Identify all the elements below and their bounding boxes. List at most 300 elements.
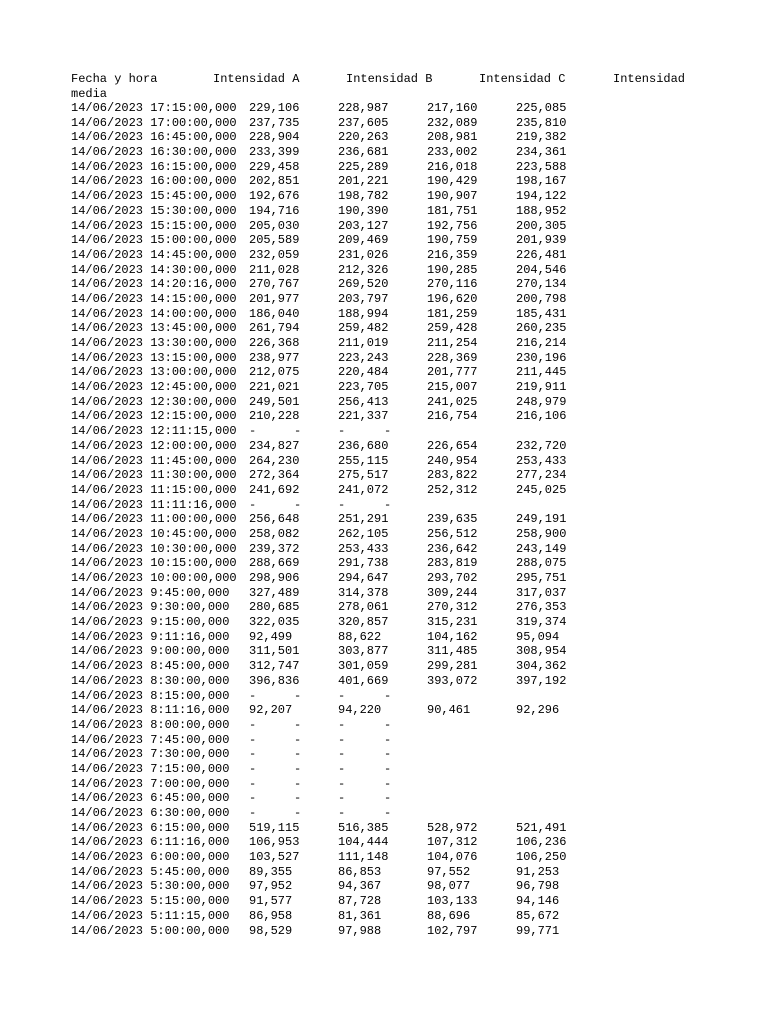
intensidad-media-cell: 245,025 [516,482,567,497]
intensidad-a-cell: - [249,497,257,512]
timestamp-cell: 14/06/2023 6:00:00,000 [71,850,230,865]
intensidad-b-cell: 86,853 [338,864,382,879]
intensidad-c-cell: 315,231 [427,615,478,630]
intensidad-a-cell: 194,716 [249,203,300,218]
intensidad-b-cell-2: - [384,806,392,820]
intensidad-media-cell: 248,979 [516,394,567,409]
intensidad-a-cell: 272,364 [249,468,300,483]
table-row [71,219,761,234]
intensidad-c-cell: 102,797 [427,923,478,938]
intensidad-a-cell: 261,794 [249,321,300,336]
intensidad-b-cell: 111,148 [338,850,389,865]
intensidad-c-cell: 190,907 [427,189,478,204]
timestamp-cell: 14/06/2023 13:15:00,000 [71,350,237,365]
intensidad-b-cell: 104,444 [338,835,389,850]
timestamp-cell: 14/06/2023 10:15:00,000 [71,556,237,571]
intensidad-media-cell: 95,094 [516,629,560,644]
intensidad-b-cell: 190,390 [338,203,389,218]
intensidad-b-cell: 198,782 [338,189,389,204]
intensidad-c-cell: 201,777 [427,365,478,380]
intensidad-c-cell: 211,254 [427,336,478,350]
table-row [71,879,761,894]
intensidad-c-cell: 226,654 [427,438,478,453]
intensidad-b-cell: 516,385 [338,820,389,835]
intensidad-b-cell-2: - [384,791,392,806]
intensidad-media-cell: 397,192 [516,673,567,688]
table-row [71,644,761,659]
intensidad-b-cell: 269,520 [338,277,389,292]
header-fecha-y-hora: Fecha y hora [71,72,158,86]
timestamp-cell: 14/06/2023 13:00:00,000 [71,365,237,380]
timestamp-cell: 14/06/2023 7:00:00,000 [71,776,230,791]
intensidad-c-cell: 232,089 [427,115,478,130]
intensidad-media-cell: 99,771 [516,923,560,938]
intensidad-b-cell: 237,605 [338,115,389,130]
intensidad-media-cell: 200,798 [516,291,567,306]
table-row [71,116,761,131]
timestamp-cell: 14/06/2023 12:11:15,000 [71,424,237,439]
intensidad-b-cell-2: - [384,497,392,512]
intensidad-c-cell: 97,552 [427,864,471,879]
intensidad-b-cell: 203,127 [338,218,389,233]
intensidad-media-cell: 204,546 [516,262,567,277]
table-row [71,850,761,865]
intensidad-a-cell: 288,669 [249,556,300,571]
intensidad-c-cell: 192,756 [427,218,478,233]
intensidad-media-cell: 319,374 [516,615,567,630]
intensidad-c-cell: 239,635 [427,512,478,527]
intensidad-media-cell: 94,146 [516,894,560,909]
intensidad-a-cell: 280,685 [249,600,300,615]
intensidad-a-cell: 229,458 [249,159,300,174]
table-row [71,762,761,777]
intensidad-a-cell: 186,040 [249,306,300,321]
intensidad-b-cell: 291,738 [338,556,389,571]
timestamp-cell: 14/06/2023 7:45:00,000 [71,732,230,747]
intensidad-c-cell: 181,259 [427,306,478,321]
intensidad-media-cell: 106,250 [516,850,567,865]
intensidad-b-cell: 225,289 [338,159,389,174]
timestamp-cell: 14/06/2023 14:15:00,000 [71,291,237,306]
table-row [71,174,761,189]
intensidad-c-cell: 233,002 [427,145,478,160]
intensidad-a-cell: 228,904 [249,130,300,145]
timestamp-cell: 14/06/2023 15:00:00,000 [71,233,237,248]
timestamp-cell: 14/06/2023 7:30:00,000 [71,747,230,762]
timestamp-cell: 14/06/2023 16:45:00,000 [71,130,237,145]
intensidad-b-cell: 401,669 [338,673,389,688]
table-row [71,409,761,424]
intensidad-c-cell: 270,116 [427,277,478,292]
timestamp-cell: 14/06/2023 12:15:00,000 [71,409,237,424]
intensidad-c-cell: 216,018 [427,159,478,174]
intensidad-media-cell: 277,234 [516,468,567,483]
intensidad-a-cell: 238,977 [249,350,300,365]
intensidad-b-cell: 220,263 [338,130,389,145]
intensidad-b-cell: 94,220 [338,703,382,718]
intensidad-b-cell: 220,484 [338,365,389,380]
intensidad-b-cell-2: - [384,732,392,747]
timestamp-cell: 14/06/2023 8:00:00,000 [71,717,230,732]
timestamp-cell: 14/06/2023 9:45:00,000 [71,585,230,600]
timestamp-cell: 14/06/2023 5:15:00,000 [71,894,230,909]
intensidad-a-cell: 233,399 [249,145,300,160]
table-body [71,101,761,938]
table-row [71,248,761,263]
timestamp-cell: 14/06/2023 10:30:00,000 [71,541,237,556]
intensidad-a-cell: 264,230 [249,453,300,468]
table-row [71,233,761,248]
timestamp-cell: 14/06/2023 15:30:00,000 [71,203,237,218]
intensidad-b-cell-2: - [384,761,392,776]
timestamp-cell: 14/06/2023 10:00:00,000 [71,571,237,585]
intensidad-b-cell: 88,622 [338,629,382,644]
table-row [71,424,761,439]
intensidad-b-cell-2: - [384,776,392,791]
intensidad-c-cell: 208,981 [427,130,478,145]
timestamp-cell: 14/06/2023 5:00:00,000 [71,923,230,938]
intensidad-a-cell: 232,059 [249,247,300,262]
table-row [71,674,761,689]
intensidad-b-cell-2: - [384,747,392,762]
timestamp-cell: 14/06/2023 14:30:00,000 [71,262,237,277]
table-row [71,689,761,704]
intensidad-b-cell: - [338,424,346,439]
table-row [71,542,761,557]
intensidad-c-cell: 104,076 [427,850,478,865]
intensidad-media-cell: 200,305 [516,218,567,233]
intensidad-c-cell: 293,702 [427,571,478,585]
timestamp-cell: 14/06/2023 8:11:16,000 [71,703,230,718]
intensidad-c-cell: 259,428 [427,321,478,336]
intensidad-media-cell: 216,214 [516,336,567,350]
header-fecha-continuation: media [71,86,108,101]
intensidad-a-cell: 205,030 [249,218,300,233]
intensidad-c-cell: 181,751 [427,203,478,218]
intensidad-a-cell: 226,368 [249,336,300,350]
timestamp-cell: 14/06/2023 11:30:00,000 [71,468,237,483]
timestamp-cell: 14/06/2023 17:15:00,000 [71,101,237,115]
intensidad-a-cell: 239,372 [249,541,300,556]
intensidad-b-cell: 236,680 [338,438,389,453]
intensidad-b-cell: 81,361 [338,908,382,923]
intensidad-a-cell-2: - [294,497,302,512]
timestamp-cell: 14/06/2023 8:45:00,000 [71,659,230,674]
intensidad-c-cell: 393,072 [427,673,478,688]
table-row [71,586,761,601]
timestamp-cell: 14/06/2023 16:00:00,000 [71,174,237,189]
intensidad-a-cell: 98,529 [249,923,293,938]
timestamp-cell: 14/06/2023 5:30:00,000 [71,879,230,894]
intensidad-b-cell: 275,517 [338,468,389,483]
intensidad-a-cell-2: - [294,776,302,791]
intensidad-media-cell: 219,382 [516,130,567,145]
intensidad-a-cell: 396,836 [249,673,300,688]
intensidad-a-cell: 229,106 [249,101,300,115]
table-row [71,277,761,292]
timestamp-cell: 14/06/2023 11:45:00,000 [71,453,237,468]
table-row [71,733,761,748]
timestamp-cell: 14/06/2023 12:30:00,000 [71,394,237,409]
intensidad-c-cell: 216,359 [427,247,478,262]
timestamp-cell: 14/06/2023 9:00:00,000 [71,644,230,659]
intensidad-b-cell: 314,378 [338,585,389,600]
table-row [71,865,761,880]
intensidad-b-cell: 253,433 [338,541,389,556]
intensidad-a-cell: 192,676 [249,189,300,204]
intensidad-a-cell: - [249,806,257,820]
intensidad-a-cell: - [249,717,257,732]
intensidad-a-cell: - [249,688,257,703]
intensidad-a-cell: 89,355 [249,864,293,879]
intensidad-a-cell: 92,499 [249,629,293,644]
intensidad-c-cell: 90,461 [427,703,471,718]
intensidad-c-cell: 299,281 [427,659,478,674]
intensidad-b-cell: 87,728 [338,894,382,909]
intensidad-media-cell: 288,075 [516,556,567,571]
intensidad-b-cell: 262,105 [338,526,389,541]
table-row [71,307,761,322]
intensidad-b-cell-2: - [384,424,392,439]
timestamp-cell: 14/06/2023 12:00:00,000 [71,438,237,453]
intensidad-b-cell: - [338,806,346,820]
intensidad-b-cell: 94,367 [338,879,382,894]
intensidad-media-cell: 226,481 [516,247,567,262]
intensidad-a-cell: 201,977 [249,291,300,306]
table-row [71,145,761,160]
timestamp-cell: 14/06/2023 17:00:00,000 [71,115,237,130]
header-intensidad-a: Intensidad A [213,72,300,86]
intensidad-b-cell: 211,019 [338,336,389,350]
intensidad-c-cell: 228,369 [427,350,478,365]
intensidad-media-cell: 230,196 [516,350,567,365]
table-row [71,395,761,410]
timestamp-cell: 14/06/2023 6:15:00,000 [71,820,230,835]
intensidad-media-cell: 223,588 [516,159,567,174]
timestamp-cell: 14/06/2023 7:15:00,000 [71,761,230,776]
intensidad-c-cell: 270,312 [427,600,478,615]
intensidad-a-cell: - [249,732,257,747]
intensidad-a-cell-2: - [294,747,302,762]
header-intensidad-media: Intensidad [613,72,686,86]
intensidad-a-cell: 322,035 [249,615,300,630]
intensidad-media-cell: 521,491 [516,820,567,835]
intensidad-b-cell: 228,987 [338,101,389,115]
header-intensidad-b: Intensidad B [346,72,433,86]
table-row [71,454,761,469]
intensidad-media-cell: 232,720 [516,438,567,453]
table-row [71,630,761,645]
intensidad-media-cell: 276,353 [516,600,567,615]
table-row [71,909,761,924]
table-row [71,380,761,395]
intensidad-c-cell: 240,954 [427,453,478,468]
intensidad-a-cell: 91,577 [249,894,293,909]
table-row [71,336,761,351]
intensidad-b-cell: - [338,747,346,762]
table-row [71,835,761,850]
intensidad-b-cell: 209,469 [338,233,389,248]
intensidad-c-cell: 103,133 [427,894,478,909]
intensidad-c-cell: 311,485 [427,644,478,659]
table-row [71,924,761,939]
intensidad-b-cell: 231,026 [338,247,389,262]
intensidad-a-cell: 241,692 [249,482,300,497]
intensidad-a-cell: - [249,747,257,762]
intensidad-a-cell-2: - [294,717,302,732]
intensidad-c-cell: 104,162 [427,629,478,644]
intensidad-c-cell: 217,160 [427,101,478,115]
intensidad-media-cell: 253,433 [516,453,567,468]
intensidad-b-cell: 278,061 [338,600,389,615]
timestamp-cell: 14/06/2023 10:45:00,000 [71,526,237,541]
intensidad-media-cell: 270,134 [516,277,567,292]
table-row [71,498,761,513]
intensidad-b-cell: 303,877 [338,644,389,659]
intensidad-c-cell: 190,429 [427,174,478,189]
intensidad-b-cell: 294,647 [338,571,389,585]
intensidad-a-cell: - [249,424,257,439]
intensidad-a-cell: 249,501 [249,394,300,409]
intensidad-c-cell: 88,696 [427,908,471,923]
intensidad-media-cell: 198,167 [516,174,567,189]
intensidad-b-cell: - [338,776,346,791]
table-row [71,894,761,909]
intensidad-b-cell-2: - [384,688,392,703]
table-row [71,189,761,204]
intensidad-a-cell: 312,747 [249,659,300,674]
intensidad-a-cell-2: - [294,791,302,806]
intensidad-media-cell: 295,751 [516,571,567,585]
intensidad-b-cell: 223,705 [338,380,389,395]
intensidad-a-cell: - [249,761,257,776]
timestamp-cell: 14/06/2023 14:00:00,000 [71,306,237,321]
timestamp-cell: 14/06/2023 5:11:15,000 [71,908,230,923]
intensidad-b-cell: 259,482 [338,321,389,336]
intensidad-media-cell: 91,253 [516,864,560,879]
timestamp-cell: 14/06/2023 14:45:00,000 [71,247,237,262]
intensidad-b-cell: 223,243 [338,350,389,365]
table-row [71,512,761,527]
header-intensidad-c: Intensidad C [479,72,566,86]
intensidad-b-cell: 241,072 [338,482,389,497]
intensidad-a-cell-2: - [294,424,302,439]
timestamp-cell: 14/06/2023 15:45:00,000 [71,189,237,204]
intensidad-media-cell: 249,191 [516,512,567,527]
intensidad-a-cell-2: - [294,806,302,820]
intensidad-b-cell: 212,326 [338,262,389,277]
intensidad-media-cell: 185,431 [516,306,567,321]
intensidad-b-cell: 255,115 [338,453,389,468]
timestamp-cell: 14/06/2023 6:30:00,000 [71,806,230,820]
intensidad-c-cell: 256,512 [427,526,478,541]
table-row [71,600,761,615]
table-row [71,351,761,366]
intensidad-b-cell: 301,059 [338,659,389,674]
intensidad-media-cell: 317,037 [516,585,567,600]
intensidad-a-cell: 205,589 [249,233,300,248]
table-row [71,777,761,792]
intensidad-c-cell: 107,312 [427,835,478,850]
table-row [71,101,761,116]
table-row [71,468,761,483]
intensidad-a-cell-2: - [294,732,302,747]
intensidad-b-cell: 188,994 [338,306,389,321]
timestamp-cell: 14/06/2023 6:45:00,000 [71,791,230,806]
table-row [71,204,761,219]
intensidad-media-cell: 194,122 [516,189,567,204]
table-row [71,791,761,806]
intensidad-b-cell-2: - [384,717,392,732]
intensidad-b-cell: 97,988 [338,923,382,938]
timestamp-cell: 14/06/2023 16:15:00,000 [71,159,237,174]
table-row [71,571,761,586]
intensidad-a-cell: 97,952 [249,879,293,894]
intensidad-b-cell: 320,857 [338,615,389,630]
intensidad-media-cell: 211,445 [516,365,567,380]
table-row [71,527,761,542]
intensidad-media-cell: 106,236 [516,835,567,850]
intensidad-a-cell: 103,527 [249,850,300,865]
intensidad-b-cell: 221,337 [338,409,389,424]
table-row [71,718,761,733]
intensidad-a-cell: - [249,776,257,791]
intensidad-a-cell: 221,021 [249,380,300,395]
intensidad-a-cell: - [249,791,257,806]
intensidad-b-cell: - [338,688,346,703]
timestamp-cell: 14/06/2023 14:20:16,000 [71,277,237,292]
intensidad-a-cell: 211,028 [249,262,300,277]
table-row [71,659,761,674]
intensidad-b-cell: 201,221 [338,174,389,189]
intensidad-a-cell: 202,851 [249,174,300,189]
timestamp-cell: 14/06/2023 16:30:00,000 [71,145,237,160]
intensidad-media-cell: 258,900 [516,526,567,541]
timestamp-cell: 14/06/2023 13:30:00,000 [71,336,237,350]
timestamp-cell: 14/06/2023 15:15:00,000 [71,218,237,233]
intensidad-media-cell: 225,085 [516,101,567,115]
intensidad-c-cell: 252,312 [427,482,478,497]
table-row [71,263,761,278]
intensidad-a-cell: 212,075 [249,365,300,380]
timestamp-cell: 14/06/2023 11:11:16,000 [71,497,237,512]
intensidad-media-cell: 85,672 [516,908,560,923]
intensidad-b-cell: - [338,761,346,776]
timestamp-cell: 14/06/2023 8:30:00,000 [71,673,230,688]
intensidad-c-cell: 216,754 [427,409,478,424]
intensidad-media-cell: 243,149 [516,541,567,556]
intensidad-a-cell: 270,767 [249,277,300,292]
timestamp-cell: 14/06/2023 12:45:00,000 [71,380,237,395]
table-header [71,72,761,102]
intensidad-c-cell: 98,077 [427,879,471,894]
intensidad-media-cell: 234,361 [516,145,567,160]
table-row [71,747,761,762]
table-row [71,439,761,454]
intensidad-media-cell: 304,362 [516,659,567,674]
intensidad-b-cell: - [338,791,346,806]
intensidad-a-cell: 311,501 [249,644,300,659]
table-row [71,160,761,175]
intensidad-b-cell: 236,681 [338,145,389,160]
intensidad-a-cell: 256,648 [249,512,300,527]
intensidad-c-cell: 215,007 [427,380,478,395]
timestamp-cell: 14/06/2023 13:45:00,000 [71,321,237,336]
table-row [71,365,761,380]
intensidad-a-cell: 86,958 [249,908,293,923]
timestamp-cell: 14/06/2023 6:11:16,000 [71,835,230,850]
intensidad-c-cell: 283,822 [427,468,478,483]
